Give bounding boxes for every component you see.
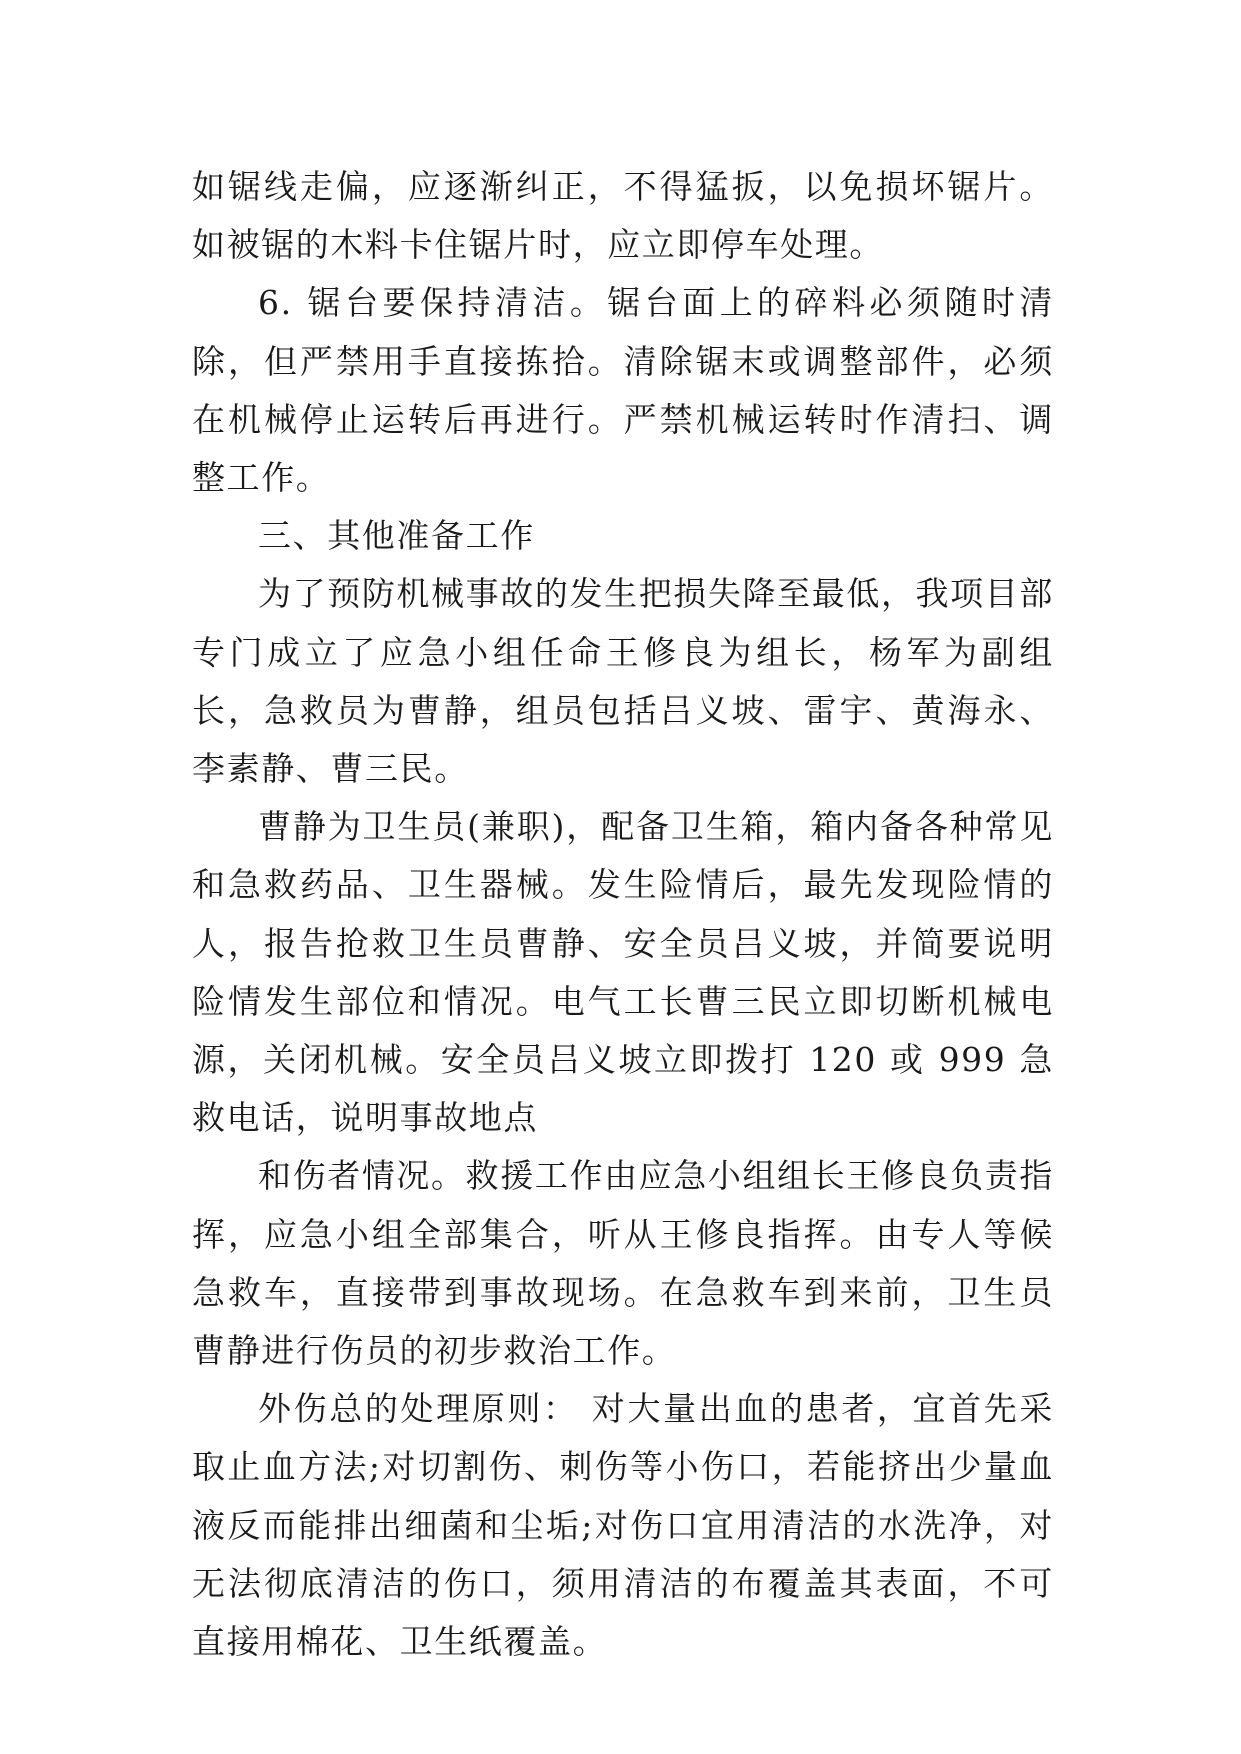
paragraph-rescue-command: 和伤者情况。救援工作由应急小组组长王修良负责指挥，应急小组全部集合，听从王修良指挥。由专人等候急救车，直接带到事故现场。在急救车到来前，卫生员曹静进行伤员的初步救治工作。 <box>192 1156 1054 1371</box>
paragraph-saw-table-cleaning: 6. 锯台要保持清洁。锯台面上的碎料必须随时清除，但严禁用手直接拣拾。清除锯末或调整部件，必须在机械停止运转后再进行。严禁机械运转时作清扫、调整工作。 <box>192 283 1054 498</box>
paragraph-emergency-team: 为了预防机械事故的发生把损失降至最低，我项目部专门成立了应急小组任命王修良为组长，杨军为副组长，急救员为曹静，组员包括吕义坡、雷宇、黄海永、李素静、曹三民。 <box>192 574 1054 789</box>
document-body <box>192 158 1054 1671</box>
paragraph-health-officer: 曹静为卫生员(兼职)，配备卫生箱，箱内备各种常见和急救药品、卫生器械。发生险情后，最先发现险情的人，报告抢救卫生员曹静、安全员吕义坡，并简要说明险情发生部位和情况。电气工长曹三民立即切断机械电源，关闭机械。安全员吕义坡立即拨打 120 或 999 急救电话，说明事故地点 <box>192 807 1054 1138</box>
paragraph-saw-line-deviation: 如锯线走偏，应逐渐纠正，不得猛扳，以免损坏锯片。如被锯的木料卡住锯片时，应立即停车处理。 <box>192 167 1054 265</box>
section-heading-other-preparation: 三、其他准备工作 <box>258 516 535 556</box>
paragraph-wound-treatment: 外伤总的处理原则： 对大量出血的患者，宜首先采取止血方法;对切割伤、刺伤等小伤口，若能挤出少量血液反而能排出细菌和尘垢;对伤口宜用清洁的水洗净，对无法彻底清洁的伤口，须用清洁的布覆盖其表面，不可直接用棉花、卫生纸覆盖。 <box>192 1389 1054 1662</box>
